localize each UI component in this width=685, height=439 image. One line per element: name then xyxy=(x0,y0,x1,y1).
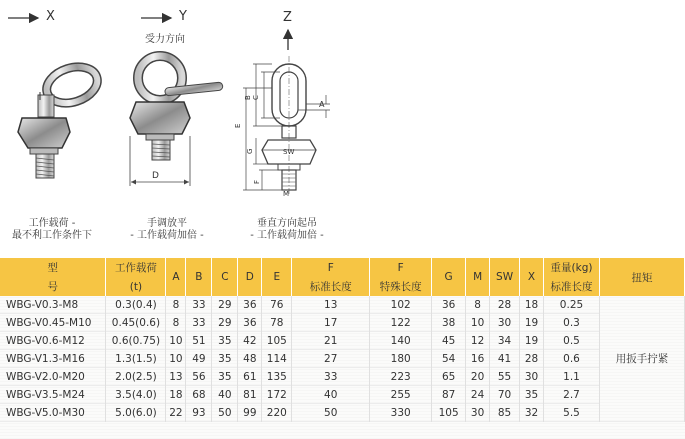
header-cell: (t) xyxy=(106,277,166,296)
table-cell: 122 xyxy=(370,314,432,332)
table-cell: 33 xyxy=(292,368,370,386)
table-cell: 0.5 xyxy=(544,332,600,350)
table-cell: 8 xyxy=(166,314,186,332)
table-cell: 28 xyxy=(520,350,544,368)
table-cell: 13 xyxy=(166,368,186,386)
table-cell: 85 xyxy=(490,404,520,422)
table-cell: 36 xyxy=(238,296,262,314)
table-row xyxy=(0,314,685,332)
table-cell: 65 xyxy=(432,368,466,386)
table-cell: 0.25 xyxy=(544,296,600,314)
header-cell: F xyxy=(292,258,370,277)
table-cell: 34 xyxy=(490,332,520,350)
model-cell: WBG-V3.5-M24 xyxy=(0,386,106,404)
table-cell: 68 xyxy=(186,386,212,404)
table-cell: 8 xyxy=(166,296,186,314)
header-cell: G xyxy=(432,258,466,296)
model-cell: WBG-V0.3-M8 xyxy=(0,296,106,314)
table-cell: 50 xyxy=(212,404,238,422)
table-cell: 33 xyxy=(186,296,212,314)
x-body xyxy=(18,118,70,148)
header-cell: M xyxy=(466,258,490,296)
header-cell: X xyxy=(520,258,544,296)
view-x-caption-line1: 工作载荷 - xyxy=(28,218,76,229)
header-cell: 工作载荷 xyxy=(106,258,166,277)
table-row xyxy=(0,296,685,314)
table-cell: 8 xyxy=(466,296,490,314)
model-cell: WBG-V0.6-M12 xyxy=(0,332,106,350)
header-cell: B xyxy=(186,258,212,296)
table-row xyxy=(0,404,685,422)
table-cell: 50 xyxy=(292,404,370,422)
view-z-caption-line2: - 工作载荷加倍 - xyxy=(250,230,324,241)
table-cell: 0.6 xyxy=(544,350,600,368)
table-cell: 5.0(6.0) xyxy=(106,404,166,422)
table-cell: 22 xyxy=(166,404,186,422)
table-cell: 38 xyxy=(432,314,466,332)
table-cell: 2.7 xyxy=(544,386,600,404)
table-cell: 3.5(4.0) xyxy=(106,386,166,404)
table-cell: 105 xyxy=(432,404,466,422)
table-body xyxy=(0,296,685,422)
table-cell: 330 xyxy=(370,404,432,422)
table-cell: 33 xyxy=(186,314,212,332)
table-cell: 21 xyxy=(292,332,370,350)
header-cell: C xyxy=(212,258,238,296)
table-cell: 35 xyxy=(212,332,238,350)
table-cell: 35 xyxy=(212,368,238,386)
table-row xyxy=(0,386,685,404)
table-cell: 10 xyxy=(166,332,186,350)
dim-m-label: M xyxy=(283,190,290,198)
header-cell: 扭矩 xyxy=(599,258,684,296)
view-y-caption-line2: - 工作载荷加倍 - xyxy=(130,230,204,241)
table-cell: 0.3 xyxy=(544,314,600,332)
dim-d-label: D xyxy=(152,171,159,181)
model-cell: WBG-V1.3-M16 xyxy=(0,350,106,368)
view-x-diagram xyxy=(8,18,102,178)
dim-sw-label: SW xyxy=(283,148,295,156)
header-cell: 标准长度 xyxy=(544,277,600,296)
spec-table-area xyxy=(0,258,685,439)
table-cell: 93 xyxy=(186,404,212,422)
table-cell: 5.5 xyxy=(544,404,600,422)
table-cell: 135 xyxy=(262,368,292,386)
view-y-caption xyxy=(112,218,222,242)
force-direction-label: 受力方向 xyxy=(145,34,185,45)
table-cell: 76 xyxy=(262,296,292,314)
table-cell: 180 xyxy=(370,350,432,368)
table-cell: 87 xyxy=(432,386,466,404)
table-cell: 42 xyxy=(238,332,262,350)
table-cell: 28 xyxy=(490,296,520,314)
table-cell: 140 xyxy=(370,332,432,350)
table-cell: 20 xyxy=(466,368,490,386)
model-cell: WBG-V0.45-M10 xyxy=(0,314,106,332)
table-cell: 35 xyxy=(212,350,238,368)
table-cell: 105 xyxy=(262,332,292,350)
table-cell: 172 xyxy=(262,386,292,404)
view-x-caption-line2: 最不利工作条件下 xyxy=(12,230,92,241)
header-row-1 xyxy=(0,258,685,277)
view-z-caption-line1: 垂直方向起吊 xyxy=(257,218,317,229)
dim-b-label: B xyxy=(244,95,252,100)
header-cell: 号 xyxy=(0,277,106,296)
table-cell: 17 xyxy=(292,314,370,332)
table-cell: 10 xyxy=(466,314,490,332)
table-row xyxy=(0,368,685,386)
header-row-2 xyxy=(0,277,685,296)
table-cell: 40 xyxy=(292,386,370,404)
table-cell: 18 xyxy=(166,386,186,404)
table-cell: 78 xyxy=(262,314,292,332)
header-cell: D xyxy=(238,258,262,296)
table-cell: 18 xyxy=(520,296,544,314)
header-cell: A xyxy=(166,258,186,296)
table-cell: 32 xyxy=(520,404,544,422)
y-handle xyxy=(165,82,224,96)
table-cell: 223 xyxy=(370,368,432,386)
table-cell: 114 xyxy=(262,350,292,368)
table-cell: 16 xyxy=(466,350,490,368)
axis-x-label: X xyxy=(46,9,55,24)
view-x-caption xyxy=(0,218,104,242)
table-cell: 102 xyxy=(370,296,432,314)
model-cell: WBG-V5.0-M30 xyxy=(0,404,106,422)
header-cell: 特殊长度 xyxy=(370,277,432,296)
table-cell: 1.1 xyxy=(544,368,600,386)
torque-note: 用扳手拧紧 xyxy=(599,296,684,422)
table-cell: 56 xyxy=(186,368,212,386)
header-cell: F xyxy=(370,258,432,277)
y-body xyxy=(130,102,190,134)
dim-g-label: G xyxy=(246,148,254,154)
dim-a-label: A xyxy=(319,100,325,109)
table-row xyxy=(0,350,685,368)
table-cell: 1.3(1.5) xyxy=(106,350,166,368)
table-cell: 48 xyxy=(238,350,262,368)
dim-f-label: F xyxy=(253,179,261,184)
header-cell: 重量(kg) xyxy=(544,258,600,277)
table-cell: 13 xyxy=(292,296,370,314)
model-cell: WBG-V2.0-M20 xyxy=(0,368,106,386)
table-cell: 220 xyxy=(262,404,292,422)
table-cell: 51 xyxy=(186,332,212,350)
table-cell: 40 xyxy=(212,386,238,404)
table-cell: 24 xyxy=(466,386,490,404)
table-cell: 55 xyxy=(490,368,520,386)
view-z-caption xyxy=(232,218,342,242)
table-cell: 0.6(0.75) xyxy=(106,332,166,350)
table-cell: 30 xyxy=(490,314,520,332)
table-cell: 0.45(0.6) xyxy=(106,314,166,332)
axis-z-label: Z xyxy=(283,10,292,25)
table-cell: 19 xyxy=(520,332,544,350)
table-cell: 61 xyxy=(238,368,262,386)
table-cell: 30 xyxy=(520,368,544,386)
header-cell: 型 xyxy=(0,258,106,277)
table-cell: 49 xyxy=(186,350,212,368)
table-cell: 41 xyxy=(490,350,520,368)
table-cell: 70 xyxy=(490,386,520,404)
table-cell: 29 xyxy=(212,296,238,314)
header-cell: 标准长度 xyxy=(292,277,370,296)
table-cell: 36 xyxy=(238,314,262,332)
header-cell: SW xyxy=(490,258,520,296)
table-cell: 35 xyxy=(520,386,544,404)
table-cell: 19 xyxy=(520,314,544,332)
table-cell: 29 xyxy=(212,314,238,332)
dim-e-label: E xyxy=(234,123,242,128)
view-z-diagram xyxy=(234,30,330,198)
view-y-caption-line1: 手调放平 xyxy=(147,218,187,229)
table-cell: 255 xyxy=(370,386,432,404)
spec-table xyxy=(0,258,685,422)
table-cell: 45 xyxy=(432,332,466,350)
axis-y-label: Y xyxy=(179,9,187,24)
table-cell: 2.0(2.5) xyxy=(106,368,166,386)
table-cell: 30 xyxy=(466,404,490,422)
table-cell: 0.3(0.4) xyxy=(106,296,166,314)
table-cell: 36 xyxy=(432,296,466,314)
table-cell: 99 xyxy=(238,404,262,422)
dim-c-label: C xyxy=(252,95,260,100)
table-row xyxy=(0,332,685,350)
table-cell: 54 xyxy=(432,350,466,368)
header-cell: E xyxy=(262,258,292,296)
table-cell: 12 xyxy=(466,332,490,350)
table-cell: 81 xyxy=(238,386,262,404)
table-cell: 27 xyxy=(292,350,370,368)
table-cell: 10 xyxy=(166,350,186,368)
